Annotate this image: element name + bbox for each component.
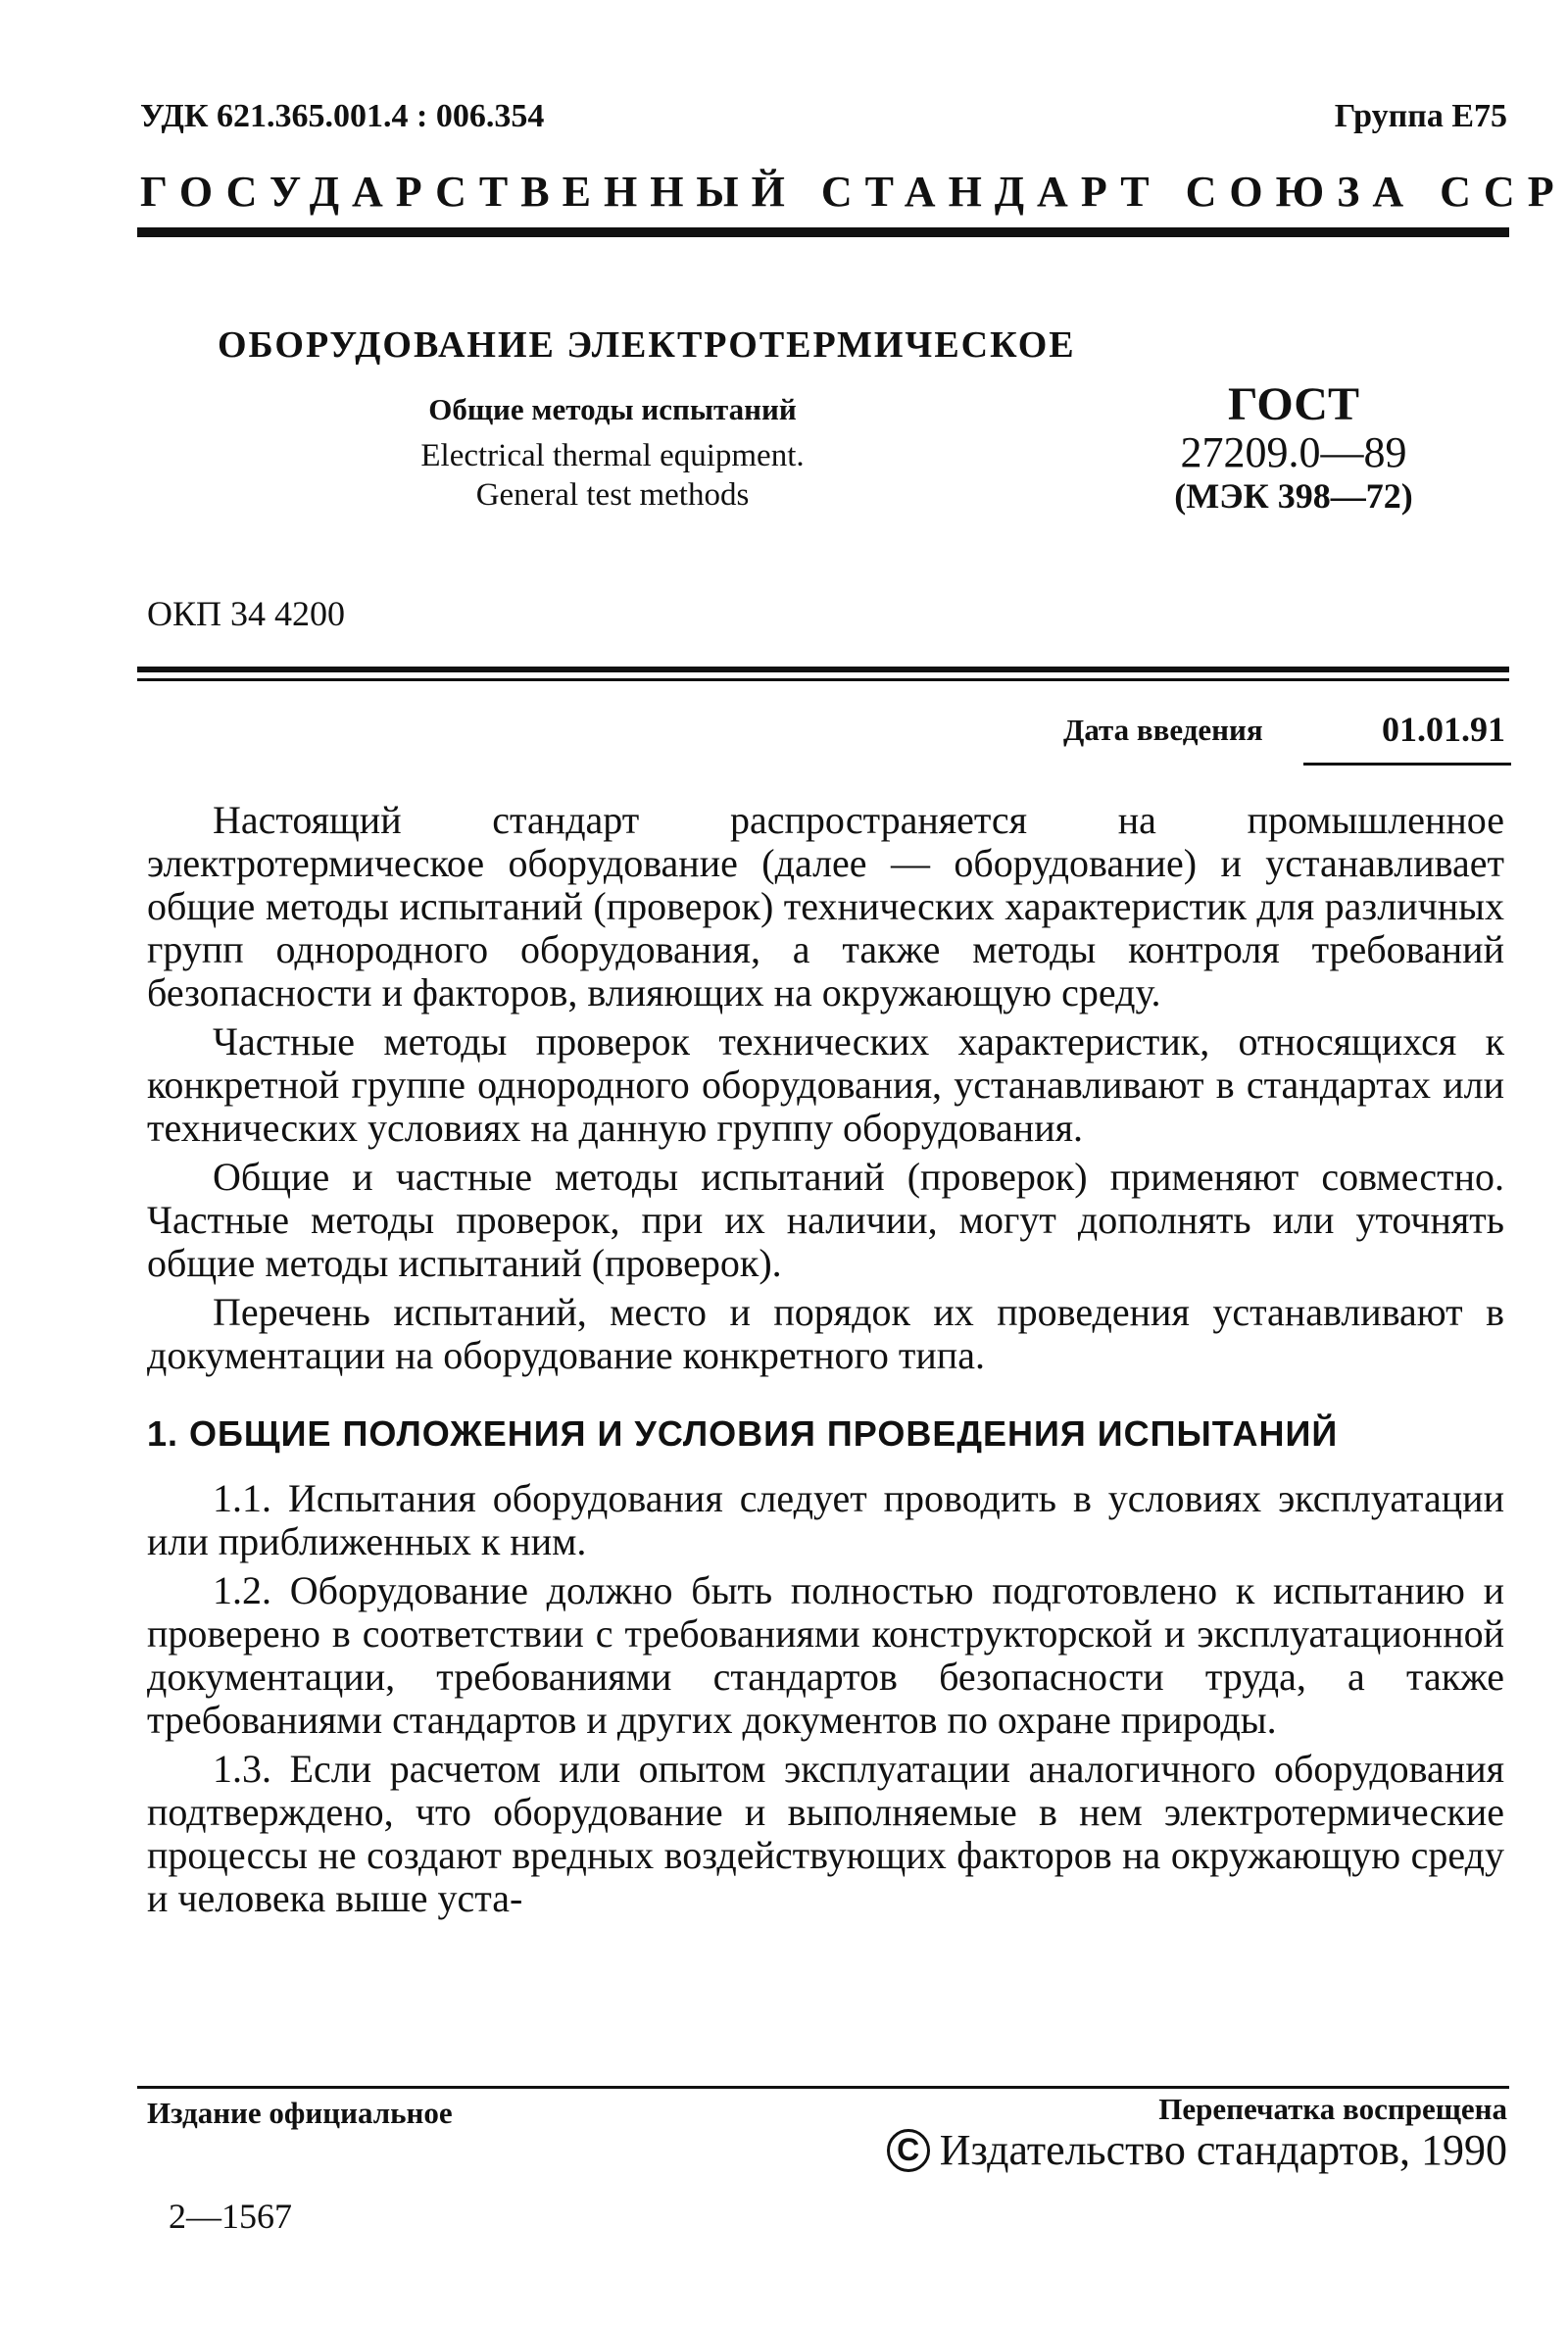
effective-date-value: 01.01.91 bbox=[1382, 710, 1505, 749]
clause-paragraph: 1.2. Оборудование должно быть полностью подготовлено к испытанию и проверено в соответствии с требованиями конструкторской и эксплуатационной документации, требованиями стандартов безопасности труда, а также требованиями стандартов и других документов по охране природы. bbox=[147, 1568, 1504, 1742]
intro-paragraph: Перечень испытаний, место и порядок их проведения устанавливают в документации на оборудование конкретного типа. bbox=[147, 1290, 1504, 1377]
copyright-line bbox=[887, 2125, 1507, 2175]
header-rule bbox=[137, 227, 1509, 237]
gost-label: ГОСТ bbox=[1228, 378, 1359, 430]
subtitle-russian: Общие методы испытаний bbox=[428, 392, 797, 426]
page-code: 2—1567 bbox=[169, 2197, 292, 2236]
official-edition-note: Издание официальное bbox=[147, 2096, 453, 2130]
document-body bbox=[147, 799, 1504, 1920]
footer-rule bbox=[137, 2086, 1509, 2089]
udk-code: УДК 621.365.001.4 : 006.354 bbox=[140, 98, 545, 134]
section-heading: 1. ОБЩИЕ ПОЛОЖЕНИЯ И УСЛОВИЯ ПРОВЕДЕНИЯ ИСПЫТАНИЙ bbox=[147, 1413, 1339, 1454]
copyright-text: Издательство стандартов, 1990 bbox=[939, 2126, 1507, 2174]
clause-paragraph: 1.3. Если расчетом или опытом эксплуатации аналогичного оборудования подтверждено, что оборудование и выполняемые в нем электротермические процессы не создают вредных воздействующих факторов на окружающую среду и человека выше уста- bbox=[147, 1747, 1504, 1920]
iec-reference: (МЭК 398—72) bbox=[1174, 476, 1413, 516]
group-code: Группа Е75 bbox=[1334, 98, 1507, 134]
subtitle-english bbox=[353, 436, 872, 515]
title-block-rule bbox=[137, 667, 1509, 672]
subtitle-english-line-1: Electrical thermal equipment. bbox=[420, 438, 805, 473]
clause-paragraph: 1.1. Испытания оборудования следует проводить в условиях эксплуатации или приближенных к ним. bbox=[147, 1476, 1504, 1563]
okp-code: ОКП 34 4200 bbox=[147, 594, 346, 633]
subtitle-english-line-2: General test methods bbox=[475, 477, 750, 513]
gost-number: 27209.0—89 bbox=[1180, 428, 1407, 476]
state-standard-heading: ГОСУДАРСТВЕННЫЙ СТАНДАРТ СОЮЗА ССР bbox=[140, 168, 1567, 216]
copyright-icon: C bbox=[887, 2129, 930, 2172]
intro-paragraph: Общие и частные методы испытаний (проверок) применяют совместно. Частные методы проверок, при их наличии, могут дополнять или уточнять общие методы испытаний (проверок). bbox=[147, 1155, 1504, 1285]
intro-paragraph: Частные методы проверок технических характеристик, относящихся к конкретной группе однородного оборудования, устанавливают в стандартах или технических условиях на данную группу оборудования. bbox=[147, 1019, 1504, 1150]
effective-date-label: Дата введения bbox=[1063, 713, 1263, 747]
intro-paragraph: Настоящий стандарт распространяется на промышленное электротермическое оборудование (далее — оборудование) и устанавливает общие методы испытаний (проверок) технических характеристик для различных групп однородного оборудования, а также методы контроля требований безопасности и факторов, влияющих на окружающую среду. bbox=[147, 798, 1504, 1014]
document-title: ОБОРУДОВАНИЕ ЭЛЕКТРОТЕРМИЧЕСКОЕ bbox=[218, 324, 1076, 366]
reprint-notice: Перепечатка воспрещена bbox=[1158, 2092, 1507, 2126]
title-block-rule-thin bbox=[137, 678, 1509, 681]
date-underline bbox=[1303, 763, 1511, 766]
